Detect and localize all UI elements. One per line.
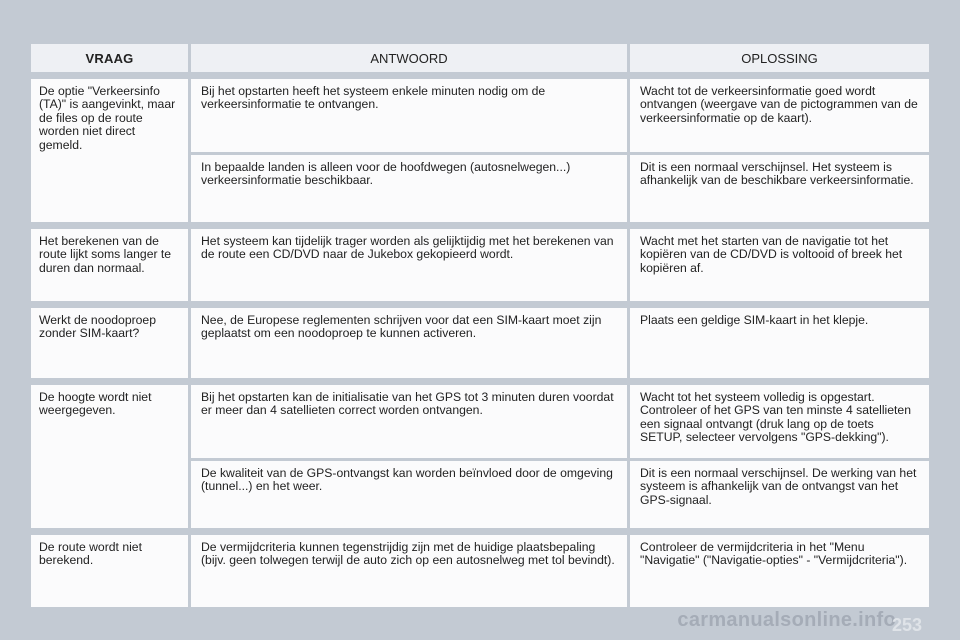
table-row (191, 79, 929, 152)
faq-group (31, 385, 929, 528)
answer-cell: De kwaliteit van de GPS-ontvangst kan worden beïnvloed door de omgeving (tunnel...) en het weer. (191, 461, 627, 528)
table-row (191, 461, 929, 528)
answer-cell: Het systeem kan tijdelijk trager worden als gelijktijdig met het berekenen van de route een CD/DVD naar de Jukebox gekopieerd wordt. (191, 229, 627, 301)
answer-cell: De vermijdcriteria kunnen tegenstrijdig zijn met de huidige plaatsbepaling (bijv. geen tolwegen terwijl de auto zich op een autosnelweg met tol bevindt). (191, 535, 627, 607)
answer-cell: Bij het opstarten kan de initialisatie van het GPS tot 3 minuten duren voordat er meer dan 4 satellieten correct worden ontvangen. (191, 385, 627, 458)
table-row (191, 155, 929, 222)
header-answer: ANTWOORD (191, 44, 627, 72)
header-solution: OPLOSSING (630, 44, 929, 72)
question-cell: De optie "Verkeersinfo (TA)" is aangevinkt, maar de files op de route worden niet direct gemeld. (31, 79, 188, 222)
solution-cell: Dit is een normaal verschijnsel. De werking van het systeem is afhankelijk van de ontvangst van het GPS-signaal. (630, 461, 929, 528)
page-number: 253 (891, 615, 922, 635)
question-cell: Werkt de noodoproep zonder SIM-kaart? (31, 308, 188, 378)
question-cell: De hoogte wordt niet weergegeven. (31, 385, 188, 528)
table-row (191, 308, 929, 378)
solution-cell: Plaats een geldige SIM-kaart in het klepje. (630, 308, 929, 378)
table-row (191, 385, 929, 458)
table-header (31, 44, 929, 72)
faq-group (31, 308, 929, 378)
table-row (191, 229, 929, 301)
answer-cell: Bij het opstarten heeft het systeem enkele minuten nodig om de verkeersinformatie te ontvangen. (191, 79, 627, 152)
header-question: VRAAG (31, 44, 188, 72)
faq-table (31, 44, 929, 614)
faq-group (31, 535, 929, 607)
solution-cell: Wacht tot de verkeersinformatie goed wordt ontvangen (weergave van de pictogrammen van de verkeersinformatie op de kaart). (630, 79, 929, 152)
solution-cell: Wacht met het starten van de navigatie tot het kopiëren van de CD/DVD is voltooid of breek het kopiëren af. (630, 229, 929, 301)
question-cell: Het berekenen van de route lijkt soms langer te duren dan normaal. (31, 229, 188, 301)
faq-group (31, 79, 929, 222)
question-cell: De route wordt niet berekend. (31, 535, 188, 607)
answer-cell: In bepaalde landen is alleen voor de hoofdwegen (autosnelwegen...) verkeersinformatie beschikbaar. (191, 155, 627, 222)
answer-cell: Nee, de Europese reglementen schrijven voor dat een SIM-kaart moet zijn geplaatst om een noodoproep te kunnen activeren. (191, 308, 627, 378)
watermark: carmanualsonline.info (677, 609, 896, 631)
solution-cell: Dit is een normaal verschijnsel. Het systeem is afhankelijk van de beschikbare verkeersinformatie. (630, 155, 929, 222)
solution-cell: Wacht tot het systeem volledig is opgestart. Controleer of het GPS van ten minste 4 satellieten een signaal ontvangt (druk lang op de toets SETUP, selecteer vervolgens "GPS-dekking"). (630, 385, 929, 458)
table-row (191, 535, 929, 607)
faq-group (31, 229, 929, 301)
solution-cell: Controleer de vermijdcriteria in het "Menu "Navigatie" ("Navigatie-opties" - "Vermijdcriteria"). (630, 535, 929, 607)
